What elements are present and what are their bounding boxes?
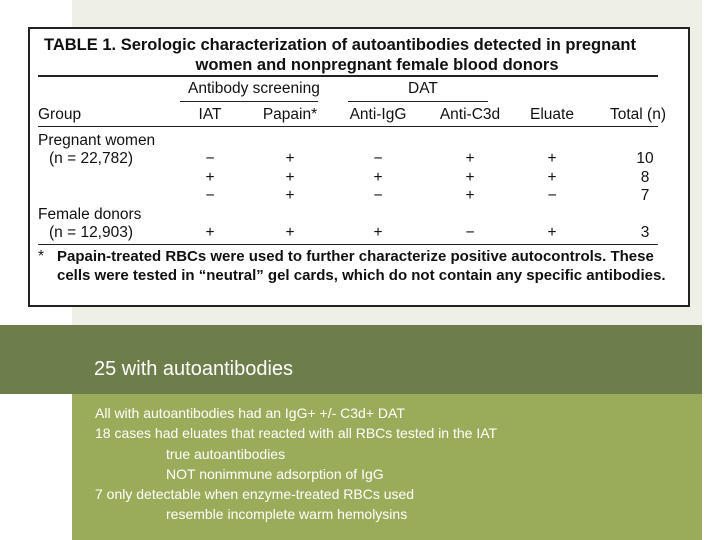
footnote-marker: *: [38, 248, 45, 265]
table-cell: +: [547, 169, 557, 186]
col-header-total: Total (n): [610, 106, 666, 123]
table-cell: +: [285, 169, 295, 186]
table-cell: +: [285, 187, 295, 204]
left-margin-top: [0, 0, 72, 15]
table-cell: +: [547, 224, 557, 241]
table-cell: +: [205, 169, 215, 186]
col-header-papain: Papain*: [262, 106, 318, 123]
table-cell: −: [373, 150, 383, 167]
table-cell: +: [465, 169, 475, 186]
group-name-pregnant: Pregnant women: [38, 132, 156, 149]
group-n-pregnant: (n = 22,782): [49, 150, 134, 167]
table-cell: 8: [640, 169, 650, 186]
table-cell: +: [285, 224, 295, 241]
screening-underline: [180, 101, 318, 102]
group-header-dat: DAT: [408, 80, 438, 97]
group-header-screening: Antibody screening: [188, 80, 320, 97]
left-margin-bottom: [0, 394, 72, 540]
col-header-group: Group: [38, 106, 82, 123]
summary-notes: [95, 403, 497, 525]
table-cell: 7: [640, 187, 650, 204]
table-cell: +: [373, 169, 383, 186]
table-cell: +: [465, 150, 475, 167]
table-title-line1: TABLE 1. Serologic characterization of autoantibodies detected in pregnant: [44, 36, 636, 54]
table-top-rule: [38, 75, 658, 77]
footnote-line2: cells were tested in “neutral” gel cards, which do not contain any specific antibodies.: [57, 267, 666, 284]
table-cell: +: [547, 150, 557, 167]
table-cell: −: [205, 150, 215, 167]
note-line: 7 only detectable when enzyme-treated RBCs used: [95, 486, 415, 503]
note-subline: true autoantibodies: [166, 445, 286, 462]
header-rule: [38, 126, 658, 127]
table-cell: +: [285, 150, 295, 167]
table-cell: −: [205, 187, 215, 204]
table-cell: −: [547, 187, 557, 204]
group-name-donors: Female donors: [38, 206, 142, 223]
summary-heading: 25 with autoantibodies: [94, 358, 294, 380]
table-title: [44, 35, 678, 75]
col-header-igg: Anti-IgG: [349, 106, 407, 123]
table-cell: +: [373, 224, 383, 241]
group-n-donors: (n = 12,903): [49, 224, 134, 241]
table-cell: 3: [640, 224, 650, 241]
table-figure: [28, 27, 690, 307]
table-cell: −: [373, 187, 383, 204]
col-header-iat: IAT: [198, 106, 222, 123]
table-title-line2: women and nonpregnant female blood donors: [195, 56, 559, 74]
note-subline: NOT nonimmune adsorption of IgG: [166, 465, 384, 482]
footnote-rule: [38, 244, 658, 245]
col-header-eluate: Eluate: [530, 106, 574, 123]
col-header-c3d: Anti-C3d: [439, 106, 501, 123]
table-cell: −: [465, 224, 475, 241]
note-line: All with autoantibodies had an IgG+ +/- C3d+ DAT: [95, 405, 405, 421]
right-margin: [702, 0, 720, 540]
table-cell: +: [465, 187, 475, 204]
table-cell: 10: [636, 150, 654, 167]
top-strip: [72, 0, 702, 15]
footnote-line1: Papain-treated RBCs were used to further characterize positive autocontrols. These: [57, 248, 654, 265]
table-cell: +: [205, 224, 215, 241]
note-line: 18 cases had eluates that reacted with all RBCs tested in the IAT: [95, 425, 498, 442]
dat-underline: [348, 101, 488, 102]
note-subline: resemble incomplete warm hemolysins: [166, 506, 408, 523]
